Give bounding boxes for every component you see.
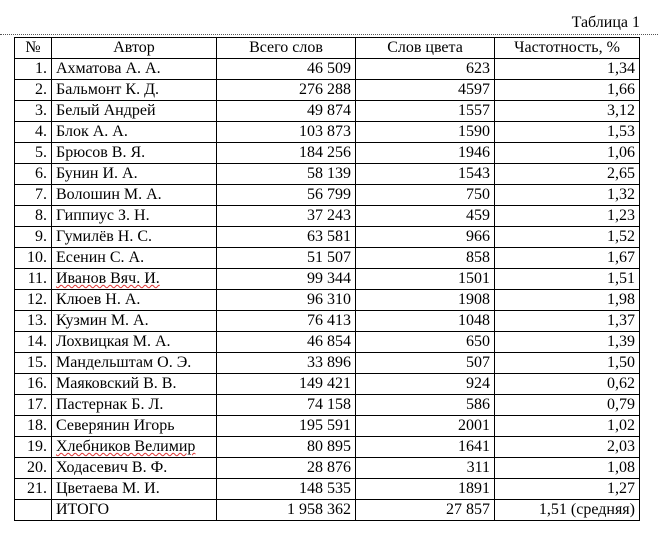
- table-row: [15, 227, 640, 248]
- row-total-words: 37 243: [217, 206, 356, 227]
- table-row: [15, 80, 640, 101]
- row-author: Кузмин М. А.: [52, 311, 217, 332]
- row-frequency: 2,03: [495, 437, 640, 458]
- row-color-words: 1543: [356, 164, 495, 185]
- table-row: [15, 437, 640, 458]
- row-num: 12.: [15, 290, 52, 311]
- row-total-words: 184 256: [217, 143, 356, 164]
- row-frequency: 1,23: [495, 206, 640, 227]
- row-author: Бунин И. А.: [52, 164, 217, 185]
- row-color-words: 1946: [356, 143, 495, 164]
- row-frequency: 1,06: [495, 143, 640, 164]
- totals-label: ИТОГО: [52, 500, 217, 521]
- row-total-words: 46 854: [217, 332, 356, 353]
- row-total-words: 99 344: [217, 269, 356, 290]
- table-header-row: [15, 38, 640, 59]
- row-total-words: 33 896: [217, 353, 356, 374]
- row-color-words: 311: [356, 458, 495, 479]
- row-color-words: 1501: [356, 269, 495, 290]
- table-row: [15, 416, 640, 437]
- row-color-words: 858: [356, 248, 495, 269]
- row-num: 18.: [15, 416, 52, 437]
- table-row: [15, 185, 640, 206]
- table-row: [15, 164, 640, 185]
- row-author: Клюев Н. А.: [52, 290, 217, 311]
- row-num: 10.: [15, 248, 52, 269]
- totals-row: [15, 500, 640, 521]
- row-num: 19.: [15, 437, 52, 458]
- row-color-words: 924: [356, 374, 495, 395]
- row-total-words: 195 591: [217, 416, 356, 437]
- row-color-words: 4597: [356, 80, 495, 101]
- row-frequency: 1,37: [495, 311, 640, 332]
- row-frequency: 1,02: [495, 416, 640, 437]
- table-row: [15, 458, 640, 479]
- row-total-words: 46 509: [217, 59, 356, 80]
- spellcheck-marked-text: Иванов Вяч. И.: [56, 270, 160, 287]
- row-total-words: 76 413: [217, 311, 356, 332]
- page-margin-guide: [0, 34, 658, 35]
- row-author: Лохвицкая М. А.: [52, 332, 217, 353]
- row-author: Северянин Игорь: [52, 416, 217, 437]
- row-frequency: 0,62: [495, 374, 640, 395]
- table-caption: Таблица 1: [571, 14, 640, 31]
- row-author: Ходасевич В. Ф.: [52, 458, 217, 479]
- row-author: Бальмонт К. Д.: [52, 80, 217, 101]
- row-num: 7.: [15, 185, 52, 206]
- row-total-words: 63 581: [217, 227, 356, 248]
- row-author: [52, 437, 217, 458]
- row-author: Мандельштам О. Э.: [52, 353, 217, 374]
- row-total-words: 58 139: [217, 164, 356, 185]
- row-num: 5.: [15, 143, 52, 164]
- row-frequency: 1,66: [495, 80, 640, 101]
- table-row: [15, 479, 640, 500]
- row-num: 16.: [15, 374, 52, 395]
- row-num: 15.: [15, 353, 52, 374]
- table-row: [15, 101, 640, 122]
- row-color-words: 1891: [356, 479, 495, 500]
- row-frequency: 1,39: [495, 332, 640, 353]
- frequency-table: [14, 37, 640, 521]
- row-color-words: 1908: [356, 290, 495, 311]
- row-num: 17.: [15, 395, 52, 416]
- row-frequency: 2,65: [495, 164, 640, 185]
- row-num: 9.: [15, 227, 52, 248]
- table-row: [15, 395, 640, 416]
- row-author: Блок А. А.: [52, 122, 217, 143]
- row-total-words: 80 895: [217, 437, 356, 458]
- table-row: [15, 206, 640, 227]
- row-color-words: 459: [356, 206, 495, 227]
- row-total-words: 103 873: [217, 122, 356, 143]
- row-num: 13.: [15, 311, 52, 332]
- row-color-words: 623: [356, 59, 495, 80]
- row-author: Цветаева М. И.: [52, 479, 217, 500]
- row-author: Гумилёв Н. С.: [52, 227, 217, 248]
- row-num: 20.: [15, 458, 52, 479]
- row-color-words: 1590: [356, 122, 495, 143]
- table-row: [15, 248, 640, 269]
- row-frequency: 0,79: [495, 395, 640, 416]
- table-row: [15, 374, 640, 395]
- row-frequency: 1,27: [495, 479, 640, 500]
- totals-color-words: 27 857: [356, 500, 495, 521]
- row-num: 1.: [15, 59, 52, 80]
- row-frequency: 1,08: [495, 458, 640, 479]
- row-color-words: 1557: [356, 101, 495, 122]
- row-frequency: 1,34: [495, 59, 640, 80]
- row-num: 21.: [15, 479, 52, 500]
- row-frequency: 1,98: [495, 290, 640, 311]
- table-row: [15, 269, 640, 290]
- table-row: [15, 290, 640, 311]
- row-color-words: 966: [356, 227, 495, 248]
- row-author: Ахматова А. А.: [52, 59, 217, 80]
- row-color-words: 507: [356, 353, 495, 374]
- header-color-words: Слов цвета: [356, 38, 495, 59]
- row-author: Маяковский В. В.: [52, 374, 217, 395]
- row-color-words: 1048: [356, 311, 495, 332]
- row-total-words: 49 874: [217, 101, 356, 122]
- row-color-words: 586: [356, 395, 495, 416]
- row-frequency: 1,50: [495, 353, 640, 374]
- totals-num: [15, 500, 52, 521]
- row-author: Есенин С. А.: [52, 248, 217, 269]
- row-total-words: 149 421: [217, 374, 356, 395]
- table-row: [15, 143, 640, 164]
- row-color-words: 750: [356, 185, 495, 206]
- row-total-words: 148 535: [217, 479, 356, 500]
- header-total-words: Всего слов: [217, 38, 356, 59]
- row-author: Белый Андрей: [52, 101, 217, 122]
- row-num: 6.: [15, 164, 52, 185]
- row-total-words: 56 799: [217, 185, 356, 206]
- header-author: Автор: [52, 38, 217, 59]
- header-frequency: Частотность, %: [495, 38, 640, 59]
- row-frequency: 1,53: [495, 122, 640, 143]
- table-row: [15, 332, 640, 353]
- row-total-words: 28 876: [217, 458, 356, 479]
- table-row: [15, 311, 640, 332]
- totals-frequency: 1,51 (средняя): [495, 500, 640, 521]
- row-frequency: 1,52: [495, 227, 640, 248]
- row-num: 11.: [15, 269, 52, 290]
- row-frequency: 3,12: [495, 101, 640, 122]
- row-color-words: 2001: [356, 416, 495, 437]
- row-author: Волошин М. А.: [52, 185, 217, 206]
- row-total-words: 276 288: [217, 80, 356, 101]
- row-color-words: 1641: [356, 437, 495, 458]
- table-row: [15, 353, 640, 374]
- row-frequency: 1,32: [495, 185, 640, 206]
- header-num: №: [15, 38, 52, 59]
- table-row: [15, 122, 640, 143]
- row-frequency: 1,67: [495, 248, 640, 269]
- row-total-words: 74 158: [217, 395, 356, 416]
- row-color-words: 650: [356, 332, 495, 353]
- row-num: 2.: [15, 80, 52, 101]
- row-total-words: 51 507: [217, 248, 356, 269]
- row-num: 14.: [15, 332, 52, 353]
- row-total-words: 96 310: [217, 290, 356, 311]
- row-frequency: 1,51: [495, 269, 640, 290]
- row-author: Пастернак Б. Л.: [52, 395, 217, 416]
- row-num: 8.: [15, 206, 52, 227]
- row-author: [52, 269, 217, 290]
- table-row: [15, 59, 640, 80]
- totals-total-words: 1 958 362: [217, 500, 356, 521]
- row-num: 4.: [15, 122, 52, 143]
- row-author: Брюсов В. Я.: [52, 143, 217, 164]
- spellcheck-marked-text: Хлебников Велимир: [56, 438, 196, 455]
- row-author: Гиппиус З. Н.: [52, 206, 217, 227]
- row-num: 3.: [15, 101, 52, 122]
